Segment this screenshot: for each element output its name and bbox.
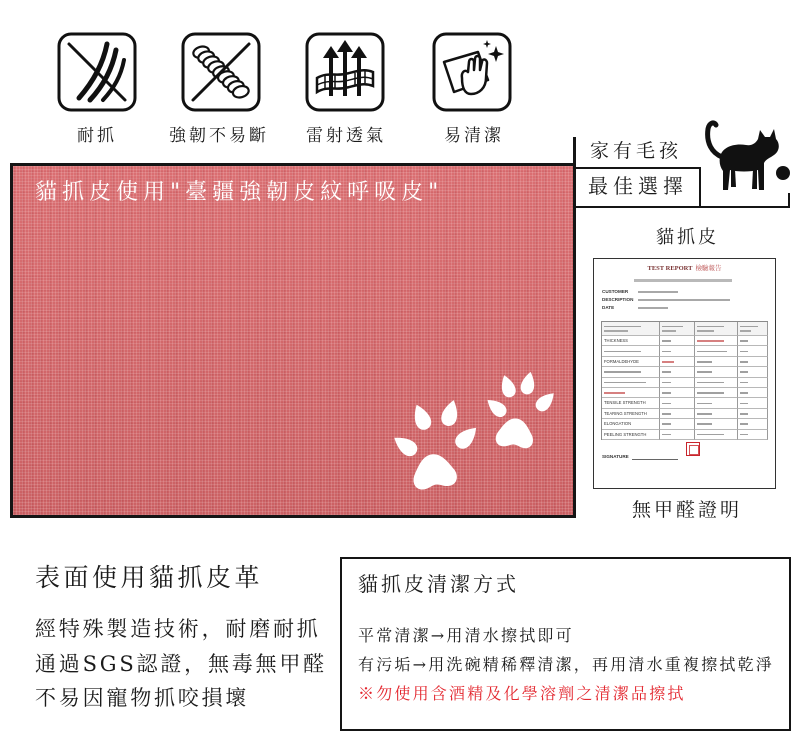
cleaning-step-2: 有污垢→用洗碗精稀釋清潔，再用清水重複擦拭乾淨: [358, 655, 775, 674]
report-header-cell: [660, 322, 695, 336]
report-title-zh: 檢驗報告: [695, 265, 722, 272]
report-row-label: TEARING STRENGTH: [602, 409, 660, 419]
feature-label-durable: 強韌不易斷: [169, 126, 269, 146]
report-cell: [738, 419, 768, 429]
fabric-swatch: [10, 163, 576, 518]
paw-print-icon: [380, 370, 570, 510]
report-cell: [738, 336, 768, 346]
report-field-value: [638, 291, 678, 293]
report-cell: [738, 367, 768, 377]
rope-icon: [181, 32, 261, 112]
report-cell: [738, 430, 768, 440]
report-cell: [695, 336, 738, 346]
report-cell: [695, 378, 738, 388]
report-cell: [695, 409, 738, 419]
report-field-date: DATE: [602, 305, 615, 310]
report-cell: [695, 419, 738, 429]
divider-line: [573, 137, 576, 165]
tagline-underline: [700, 206, 790, 209]
report-cell: [660, 357, 695, 367]
report-cell: [660, 398, 695, 408]
claw-scratch-icon: [57, 32, 137, 112]
report-cell: [738, 357, 768, 367]
report-field-value: [638, 307, 668, 309]
report-field-customer: CUSTOMER: [602, 289, 629, 294]
report-header-cell: [695, 322, 738, 336]
report-cell: [660, 346, 695, 356]
surface-line-2: 通過SGS認證，無毒無甲醛: [35, 652, 327, 676]
report-row-label: PEELING STRENGTH: [602, 430, 660, 440]
report-row-label: FORMALDEHYDE: [602, 357, 660, 367]
report-cell: [660, 378, 695, 388]
swatch-caption: 貓抓皮使用"臺疆強韌皮紋呼吸皮": [35, 180, 444, 205]
report-header-cell: [602, 322, 660, 336]
report-cell: [602, 388, 660, 398]
tagline-line2: 最佳選擇: [588, 174, 688, 198]
feature-label-breathable: 雷射透氣: [306, 126, 386, 146]
report-cell: [695, 357, 738, 367]
report-cell: [660, 367, 695, 377]
report-cell: [602, 346, 660, 356]
tagline-box: [573, 167, 701, 208]
report-cell: [738, 398, 768, 408]
report-cell: [660, 388, 695, 398]
surface-title: 表面使用貓抓皮革: [35, 563, 264, 592]
report-cell: [738, 346, 768, 356]
report-title: [594, 265, 775, 273]
report-field-description: DESCRIPTION: [602, 297, 634, 302]
cleaning-instructions-box: [340, 557, 791, 731]
cleaning-title: 貓抓皮清潔方式: [358, 572, 519, 596]
report-header-cell: [738, 322, 768, 336]
cleaning-warning: ※勿使用含酒精及化學溶劑之清潔品擦拭: [358, 684, 686, 703]
report-row-label: ELONGATION: [602, 419, 660, 429]
feature-label-scratch-resistant: 耐抓: [77, 126, 117, 146]
report-row-label: THICKNESS: [602, 336, 660, 346]
report-cell: [660, 336, 695, 346]
tagline-end-tick: [788, 193, 791, 208]
report-cell: [695, 346, 738, 356]
report-cell: [660, 419, 695, 429]
report-signature-line: [632, 459, 678, 460]
test-report-document: [593, 258, 776, 489]
cleaning-step-1: 平常清潔→用清水擦拭即可: [358, 626, 574, 645]
certificate-heading: 貓抓皮: [656, 227, 719, 248]
surface-line-1: 經特殊製造技術，耐磨耐抓: [35, 617, 321, 641]
report-cell: [738, 378, 768, 388]
report-subtitle-line: [634, 279, 732, 282]
report-cell: [660, 430, 695, 440]
cat-icon: [700, 113, 790, 195]
report-cell: [602, 378, 660, 388]
report-cell: [602, 367, 660, 377]
hand-wipe-icon: [432, 32, 512, 112]
report-cell: [695, 430, 738, 440]
report-row-label: TENSILE STRENGTH: [602, 398, 660, 408]
feature-label-easy-clean: 易清潔: [444, 126, 504, 146]
certificate-caption: 無甲醛證明: [632, 499, 743, 521]
surface-line-3: 不易因寵物抓咬損壞: [35, 686, 250, 710]
report-cell: [695, 398, 738, 408]
report-cell: [738, 409, 768, 419]
breathable-arrows-icon: [305, 32, 385, 112]
report-cell: [695, 388, 738, 398]
report-field-value: [638, 299, 730, 301]
report-cell: [695, 367, 738, 377]
report-red-stamp: [686, 442, 700, 456]
report-cell: [660, 409, 695, 419]
report-cell: [738, 388, 768, 398]
report-title-en: TEST REPORT: [647, 265, 693, 272]
report-results-table: [601, 321, 768, 440]
tagline-line1: 家有毛孩: [590, 140, 683, 162]
report-signature-label: SIGNATURE: [602, 454, 629, 459]
